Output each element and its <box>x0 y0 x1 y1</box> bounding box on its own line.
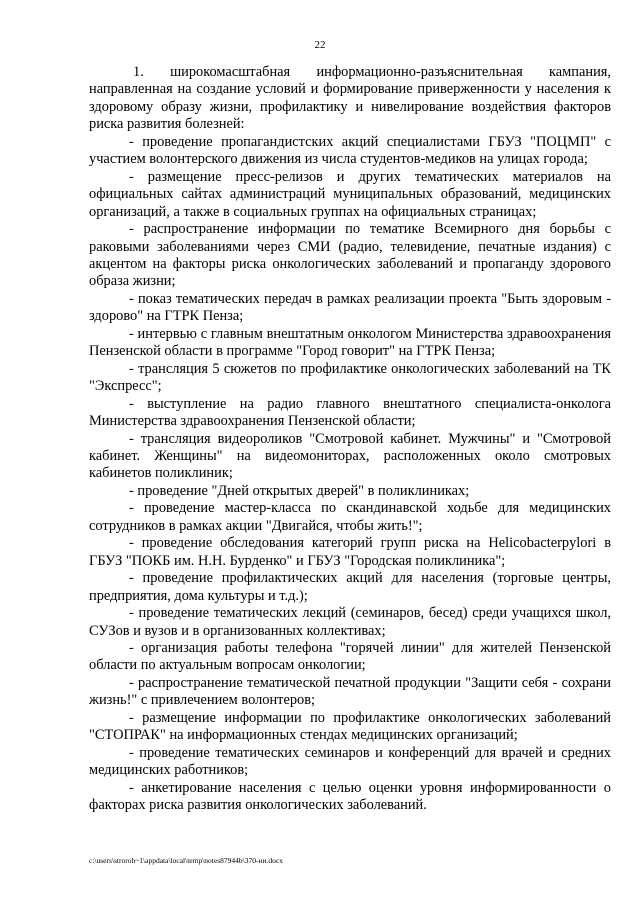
list-item: - проведение мастер-класса по скандинавской ходьбе для медицинских сотрудников в рамках акции "Двигайся, чтобы жить!"; <box>89 500 611 534</box>
list-item: - размещение информации по профилактике онкологических заболеваний "СТОПРАК" на информационных стендах медицинских организаций; <box>89 709 611 744</box>
document-body <box>89 64 611 814</box>
list-item: - проведение "Дней открытых дверей" в поликлиниках; <box>129 482 470 499</box>
list-item: - показ тематических передач в рамках реализации проекта "Быть здоровым - здорово" на ГТРК Пенза; <box>89 290 611 325</box>
list-item: - распространение тематической печатной продукции "Защити себя - сохрани жизнь!" с привлечением волонтеров; <box>89 674 611 709</box>
list-item: - проведение пропагандистских акций специалистами ГБУЗ "ПОЦМП" с участием волонтерского движения из числа студентов-медиков на улицах города; <box>89 133 611 168</box>
intro-paragraph: 1. широкомасштабная информационно-разъяснительная кампания, направленная на создание условий и формирование приверженности у населения к здоровому образу жизни, профилактику и нивелирование воздействия факторов риска развития болезней: <box>89 64 611 133</box>
list-item: - интервью с главным внештатным онкологом Министерства здравоохранения Пензенской области в программе "Город говорит" на ГТРК Пенза; <box>89 325 611 360</box>
list-item: - организация работы телефона "горячей линии" для жителей Пензенской области по актуальным вопросам онкологии; <box>89 639 611 674</box>
list-item: - трансляция видеороликов "Смотровой кабинет. Мужчины" и "Смотровой кабинет. Женщины" на видеомониторах, расположенных около смотровых кабинетов поликлиник; <box>89 430 611 482</box>
list-item: - размещение пресс-релизов и других тематических материалов на официальных сайтах администраций муниципальных образований, медицинских организаций, а также в социальных группах на официальных страницах; <box>89 168 611 220</box>
list-item: - проведение тематических семинаров и конференций для врачей и средних медицинских работников; <box>89 744 611 779</box>
list-item: - проведение тематических лекций (семинаров, бесед) среди учащихся школ, СУЗов и вузов и в организованных коллективах; <box>89 605 611 639</box>
list-item: - анкетирование населения с целью оценки уровня информированности о факторах риска развития онкологических заболеваний. <box>89 779 611 814</box>
list-item: - выступление на радио главного внештатного специалиста-онколога Министерства здравоохранения Пензенской области; <box>89 395 611 430</box>
list-item: - проведение профилактических акций для населения (торговые центры, предприятия, дома культуры и т.д.); <box>89 570 611 604</box>
footer-file-path: c:\users\strоrоh~1\appdata\local\temp\notes87944b\370-ии.docx <box>89 856 283 865</box>
page-number: 22 <box>314 39 326 51</box>
list-item: - проведение обследования категорий групп риска на Helicobacterpylori в ГБУЗ "ПОКБ им. Н.Н. Бурденко" и ГБУЗ "Городская поликлиника"; <box>89 535 611 569</box>
list-item: - трансляция 5 сюжетов по профилактике онкологических заболеваний на ТК "Экспресс"; <box>89 360 611 395</box>
list-item: - распространение информации по тематике Всемирного дня борьбы с раковыми заболеваниями через СМИ (радио, телевидение, печатные издания) с акцентом на факторы риска онкологических заболеваний и пропаганду здорового образа жизни; <box>89 221 611 290</box>
